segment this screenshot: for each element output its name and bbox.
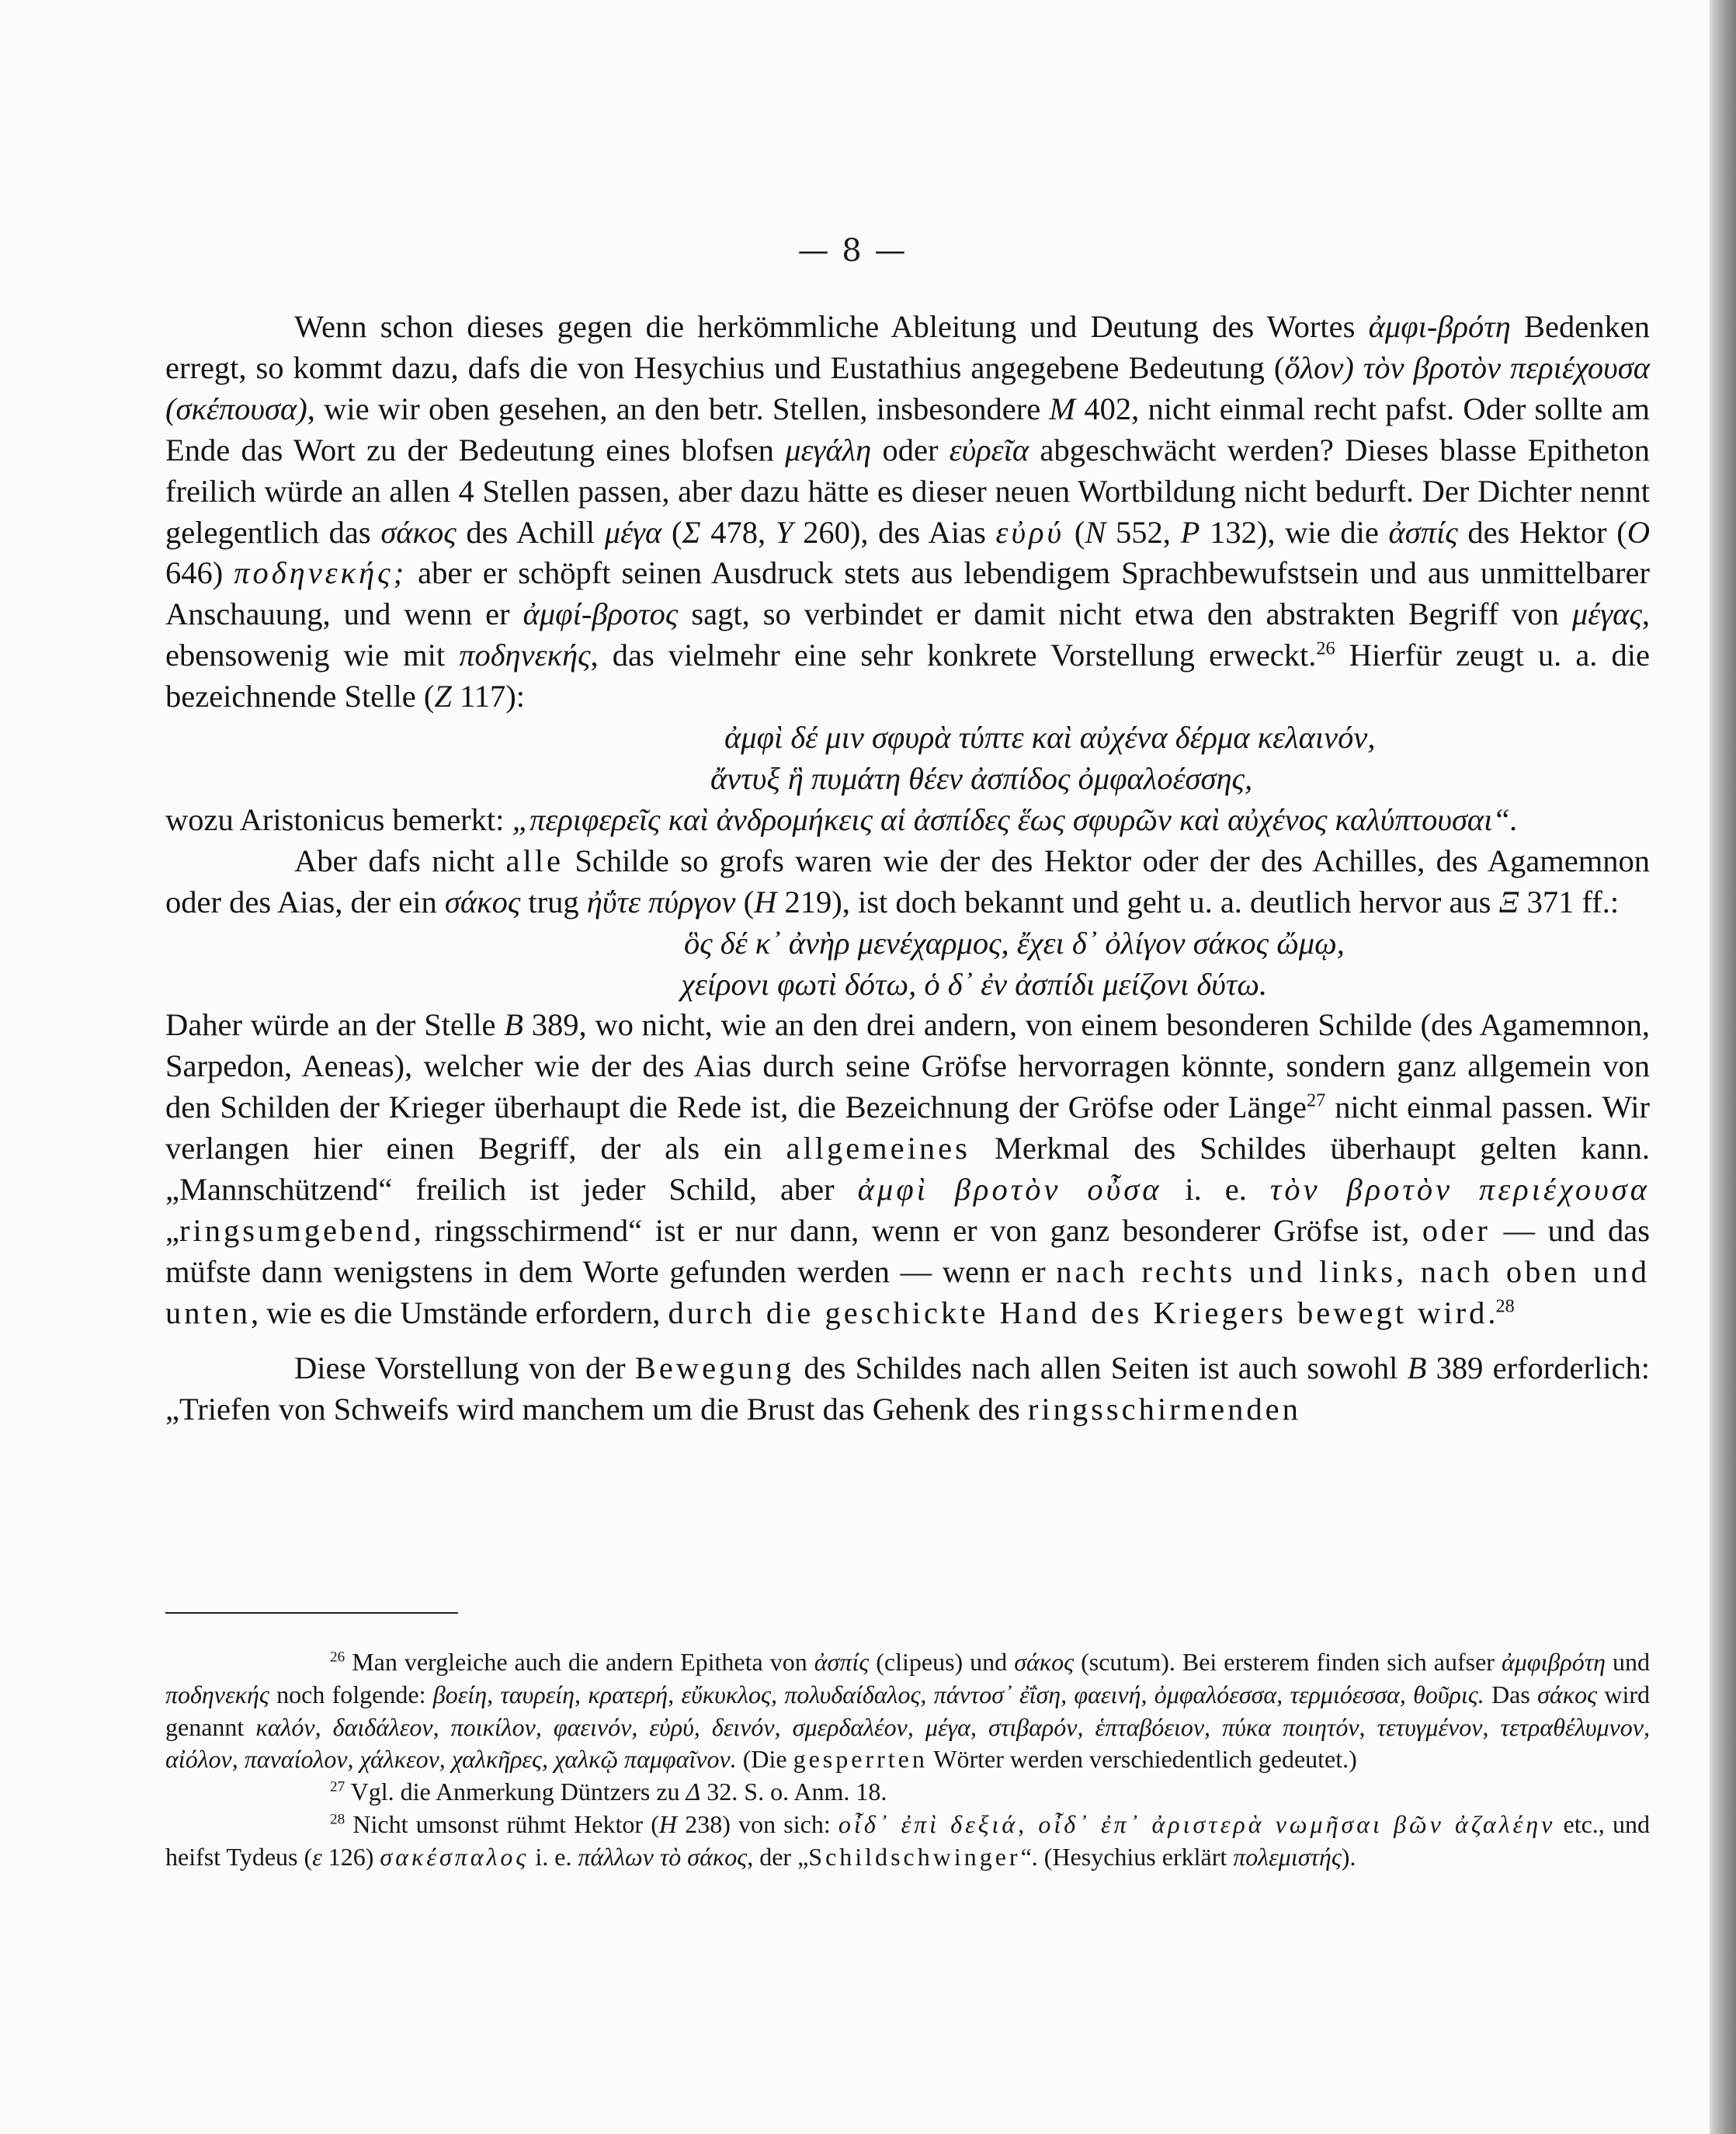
paragraph-2	[165, 800, 1650, 841]
footnotes	[165, 1646, 1650, 1874]
text-run: (	[661, 514, 682, 550]
text-run: Hierfür zeugt u. a. die bezeichnende Stelle (	[165, 638, 1650, 714]
text-run: “. (Hesychius erklärt	[1020, 1842, 1234, 1871]
text-run: wird genannt	[165, 1680, 1651, 1741]
text-run: sagt, so verbindet er damit nicht etwa den abstrakten Begriff von	[678, 596, 1572, 632]
text-run: (scutum). Bei ersterem finden sich aufser	[1074, 1648, 1502, 1676]
greek-term: πολεμιστής	[1233, 1842, 1342, 1871]
text-run: und	[1606, 1648, 1651, 1676]
text-run: , der „	[747, 1842, 809, 1871]
footnote-28	[165, 1809, 1650, 1874]
spaced-emphasis: allgemeines	[786, 1131, 970, 1166]
book-ref: Δ	[686, 1778, 701, 1806]
text-run: ).	[1341, 1842, 1356, 1871]
spaced-emphasis: alle	[505, 843, 564, 878]
greek-term: εὐρεῖα	[949, 432, 1029, 467]
book-ref: M	[1049, 391, 1076, 426]
book-ref: N	[1085, 514, 1106, 550]
text-run: abgeschwächt werden? Dieses blasse Epitheton freilich würde an allen 4 Stellen passen, aber dazu hätte es dieser neuen Wortbildung nicht bedurft. Der Dichter nennt gelegentlich das	[165, 432, 1650, 550]
verse-line: ἀμφὶ δέ μιν σφυρὰ τύπτε καὶ αὐχένα δέρμα κελαινόν,	[724, 720, 1376, 756]
greek-term: σάκος	[444, 884, 521, 919]
book-ref: Ξ	[1498, 884, 1519, 919]
verse-line: ὃς δέ κ᾽ ἀνὴρ μενέχαρμος, ἔχει δ᾽ ὀλίγον σάκος ὤμῳ,	[684, 925, 1345, 961]
greek-term: ποδηνεκής	[165, 1680, 269, 1708]
text-run: (clipeus) und	[869, 1648, 1015, 1676]
text-run: Diese Vorstellung von der	[294, 1350, 635, 1385]
book-ref: B	[1407, 1350, 1427, 1385]
text-run: 371 ff.:	[1519, 884, 1620, 919]
text-run: des Achill	[456, 514, 605, 550]
text-run: 646)	[165, 555, 234, 591]
text-run: , ebensowenig wie mit	[165, 596, 1650, 673]
greek-term: ἀσπίς	[814, 1648, 870, 1676]
greek-term: σακέσπαλος	[380, 1842, 529, 1871]
greek-term: ἀμφὶ βροτὸν οὖσα	[857, 1172, 1162, 1208]
book-ref: H	[658, 1809, 678, 1838]
page-number: — 8 —	[797, 233, 908, 269]
text-run: 478,	[700, 514, 776, 550]
text-run: Bedenken erregt, so kommt dazu, dafs die von Hesychius und Eustathius angegebene Bedeutung (	[165, 309, 1650, 385]
spaced-emphasis: nach rechts und links, nach oben und unten	[165, 1253, 1651, 1330]
spaced-emphasis: gesperrten	[793, 1745, 928, 1774]
greek-term: ἀμφι-βρότη	[1368, 309, 1511, 344]
footnote-27	[165, 1776, 1650, 1809]
book-ref: P	[1180, 514, 1200, 550]
text-run: Wörter werden verschiedentlich gedeutet.)	[927, 1745, 1357, 1774]
text-run: (	[735, 884, 755, 919]
book-ref: O	[1627, 514, 1651, 550]
greek-term: ποδηνεκής	[459, 638, 591, 673]
greek-term: ἀμφί-βροτος	[523, 596, 679, 632]
text-run: — und das müfste dann wenigstens in dem Worte gefunden werden — wenn er	[165, 1212, 1650, 1289]
footnote-26	[165, 1646, 1650, 1776]
paragraph-1	[165, 307, 1650, 718]
greek-term: σάκος	[1537, 1680, 1598, 1708]
text-run: , wie es die Umstände erfordern,	[250, 1295, 668, 1330]
spaced-emphasis: ringsschirmenden	[1027, 1391, 1301, 1427]
footnote-number: 28	[330, 1811, 345, 1828]
text-run: 389, wo nicht, wie an den drei andern, von einem besonderen Schilde (des Agamemnon, Sarpedon, Aeneas), welcher wie der des Aias durch seine Gröfse hervorragen könnte, sondern ganz allgemein von den Schilden der Krieger überhaupt die Rede ist, die Bezeichnung der Gröfse oder Länge	[165, 1007, 1650, 1125]
text-run: i. e.	[1161, 1172, 1270, 1208]
text-run: 132), wie die	[1200, 514, 1389, 550]
greek-term: σάκος	[1014, 1648, 1075, 1676]
text-run: 389 erforderlich: „Triefen von Schweifs wird manchem um die Brust das Gehenk des	[165, 1350, 1650, 1427]
greek-term: ἀσπίς	[1388, 514, 1458, 550]
text-run: , ringsschirmend“ ist er nur dann, wenn er von ganz besonderer Gröfse ist,	[413, 1212, 1422, 1248]
text-run: Aber dafs nicht	[294, 843, 506, 878]
text-run: wozu Aristonicus bemerkt:	[165, 801, 512, 837]
spaced-emphasis: Bewegung	[634, 1350, 795, 1385]
text-run: nicht einmal passen. Wir verlangen hier einen Begriff, der als ein	[165, 1090, 1650, 1166]
text-run: 126)	[321, 1842, 380, 1871]
verse-line: χείρονι φωτὶ δότω, ὁ δ᾽ ἐν ἀσπίδι μείζονι δύτω.	[681, 966, 1268, 1002]
text-run: 238) von sich:	[677, 1809, 838, 1838]
book-ref: Υ	[775, 514, 793, 550]
text-run: Wenn schon dieses gegen die herkömmliche Ableitung und Deutung des Wortes	[294, 309, 1369, 344]
verse-line: ἄντυξ ἣ πυμάτη θέεν ἀσπίδος ὀμφαλοέσσης,	[710, 760, 1253, 796]
text-run: 552,	[1106, 514, 1181, 550]
book-ref: B	[504, 1007, 523, 1043]
greek-term: ὅλον) τὸν βροτὸν περιέχουσα (σκέπουσα)	[165, 349, 1650, 426]
footnote-marker[interactable]: 27	[1306, 1090, 1326, 1111]
greek-term: σάκος	[380, 514, 457, 550]
text-run: Man vergleiche auch die andern Epitheta von	[345, 1648, 814, 1676]
greek-term: τὸν βροτὸν περιέχουσα	[1269, 1172, 1650, 1208]
greek-quote: οἶδ᾽ ἐπὶ δεξιά, οἶδ᾽ ἐπ᾽ ἀριστερὰ νωμῆσαι βῶν ἀζαλέην	[838, 1809, 1556, 1838]
text-run: Nicht umsonst rühmt Hektor (	[345, 1809, 659, 1838]
text-run: i. e.	[529, 1842, 578, 1871]
book-ref: Z	[434, 679, 452, 714]
text-run: Das	[1484, 1680, 1538, 1708]
spaced-emphasis: oder	[1422, 1212, 1491, 1248]
greek-term: βοείη, ταυρείη, κρατερή, εὔκυκλος, πολυδαίδαλος, πάντοσ᾽ ἐΐση, φαεινή, ὀμφαλόεσσα, τερμιόεσσα, θοῦρις.	[432, 1680, 1484, 1708]
text-run: oder	[871, 432, 950, 467]
greek-term: μέγα	[604, 514, 662, 550]
text-run: etc., und heifst Tydeus (	[165, 1809, 1651, 1871]
text-run: , wie wir oben gesehen, an den betr. Stellen, insbesondere	[307, 391, 1050, 426]
book-ref: H	[754, 884, 777, 919]
text-run: aber er schöpft seinen Ausdruck stets aus lebendigem Sprachbewufstsein und aus unmittelbarer Anschauung, und wenn er	[165, 555, 1650, 632]
greek-term: εὐρύ	[995, 514, 1065, 550]
greek-quote: „περιφερεῖς καὶ ἀνδρομήκεις αἱ ἀσπίδες ἕως σφυρῶν καὶ αὐχένος καλύπτουσαι“.	[512, 801, 1519, 837]
spaced-emphasis: durch die geschickte Hand des Kriegers bewegt wird	[668, 1295, 1488, 1330]
text-run: , das vielmehr eine sehr konkrete Vorstellung erweckt.	[590, 638, 1317, 673]
text-run: 260), des Aias	[793, 514, 996, 550]
greek-term: ποδηνεκής;	[234, 555, 408, 591]
paragraph-5	[165, 1348, 1650, 1430]
text-run: des Hektor (	[1457, 514, 1627, 550]
text-run: „	[165, 1212, 179, 1248]
footnote-number: 27	[330, 1778, 345, 1795]
text-run: trug	[520, 884, 587, 919]
text-run: noch folgende:	[269, 1680, 433, 1708]
text-run: (Die	[736, 1745, 793, 1774]
text-run: des Schildes nach allen Seiten ist auch sowohl	[794, 1350, 1408, 1385]
greek-term: μεγάλη	[785, 432, 872, 467]
text-run: Daher würde an der Stelle	[165, 1007, 505, 1043]
text-run: (	[1064, 514, 1085, 550]
footnote-marker[interactable]: 26	[1316, 638, 1335, 659]
greek-term: πάλλων τὸ σάκος	[578, 1842, 748, 1871]
text-run: 402, nicht einmal recht pafst. Oder sollte am Ende das Wort zu der Bedeutung eines blofsen	[165, 391, 1650, 467]
book-ref: Σ	[682, 514, 701, 550]
footnote-divider	[165, 1612, 458, 1614]
page-edge-shadow	[1710, 0, 1736, 2134]
spaced-emphasis: Schildschwinger	[808, 1842, 1021, 1871]
text-run: Merkmal des Schildes überhaupt gelten kann. „Mannschützend“ freilich ist jeder Schild, aber	[165, 1131, 1650, 1208]
footnote-number: 26	[330, 1649, 345, 1666]
text-run: .	[1488, 1295, 1496, 1330]
text-run: Vgl. die Anmerkung Düntzers zu	[345, 1778, 686, 1806]
paragraph-4	[165, 1005, 1650, 1333]
greek-term: μέγας	[1571, 596, 1642, 632]
greek-term: καλόν, δαιδάλεον, ποικίλον, φαεινόν, εὐρύ, δεινόν, σμερδαλέον, μέγα, στιβαρόν, ἑπταβόειον, πύκα ποιητόν, τετυγμένον, τετραθέλυμνον, αἰόλον, παναίολον, χάλκεον, χαλκῆρες, χαλκῷ παμφαῖνον.	[165, 1712, 1651, 1774]
text-run: 117):	[451, 679, 525, 714]
text-run: 32. S. o. Anm. 18.	[700, 1778, 887, 1806]
text-run: Schilde so grofs waren wie der des Hektor oder der des Achilles, des Agamemnon oder des Aias, der ein	[165, 843, 1650, 919]
footnote-marker[interactable]: 28	[1495, 1295, 1515, 1317]
greek-quote: ἠΰτε πύργον	[586, 884, 736, 919]
text-run: 219), ist doch bekannt und geht u. a. deutlich hervor aus	[776, 884, 1499, 919]
paragraph-3	[165, 841, 1650, 923]
greek-term: ἀμφιβρότη	[1501, 1648, 1606, 1676]
main-text	[165, 307, 1650, 1430]
spaced-emphasis: ringsumgebend	[179, 1212, 414, 1248]
book-ref: ε	[312, 1842, 322, 1871]
